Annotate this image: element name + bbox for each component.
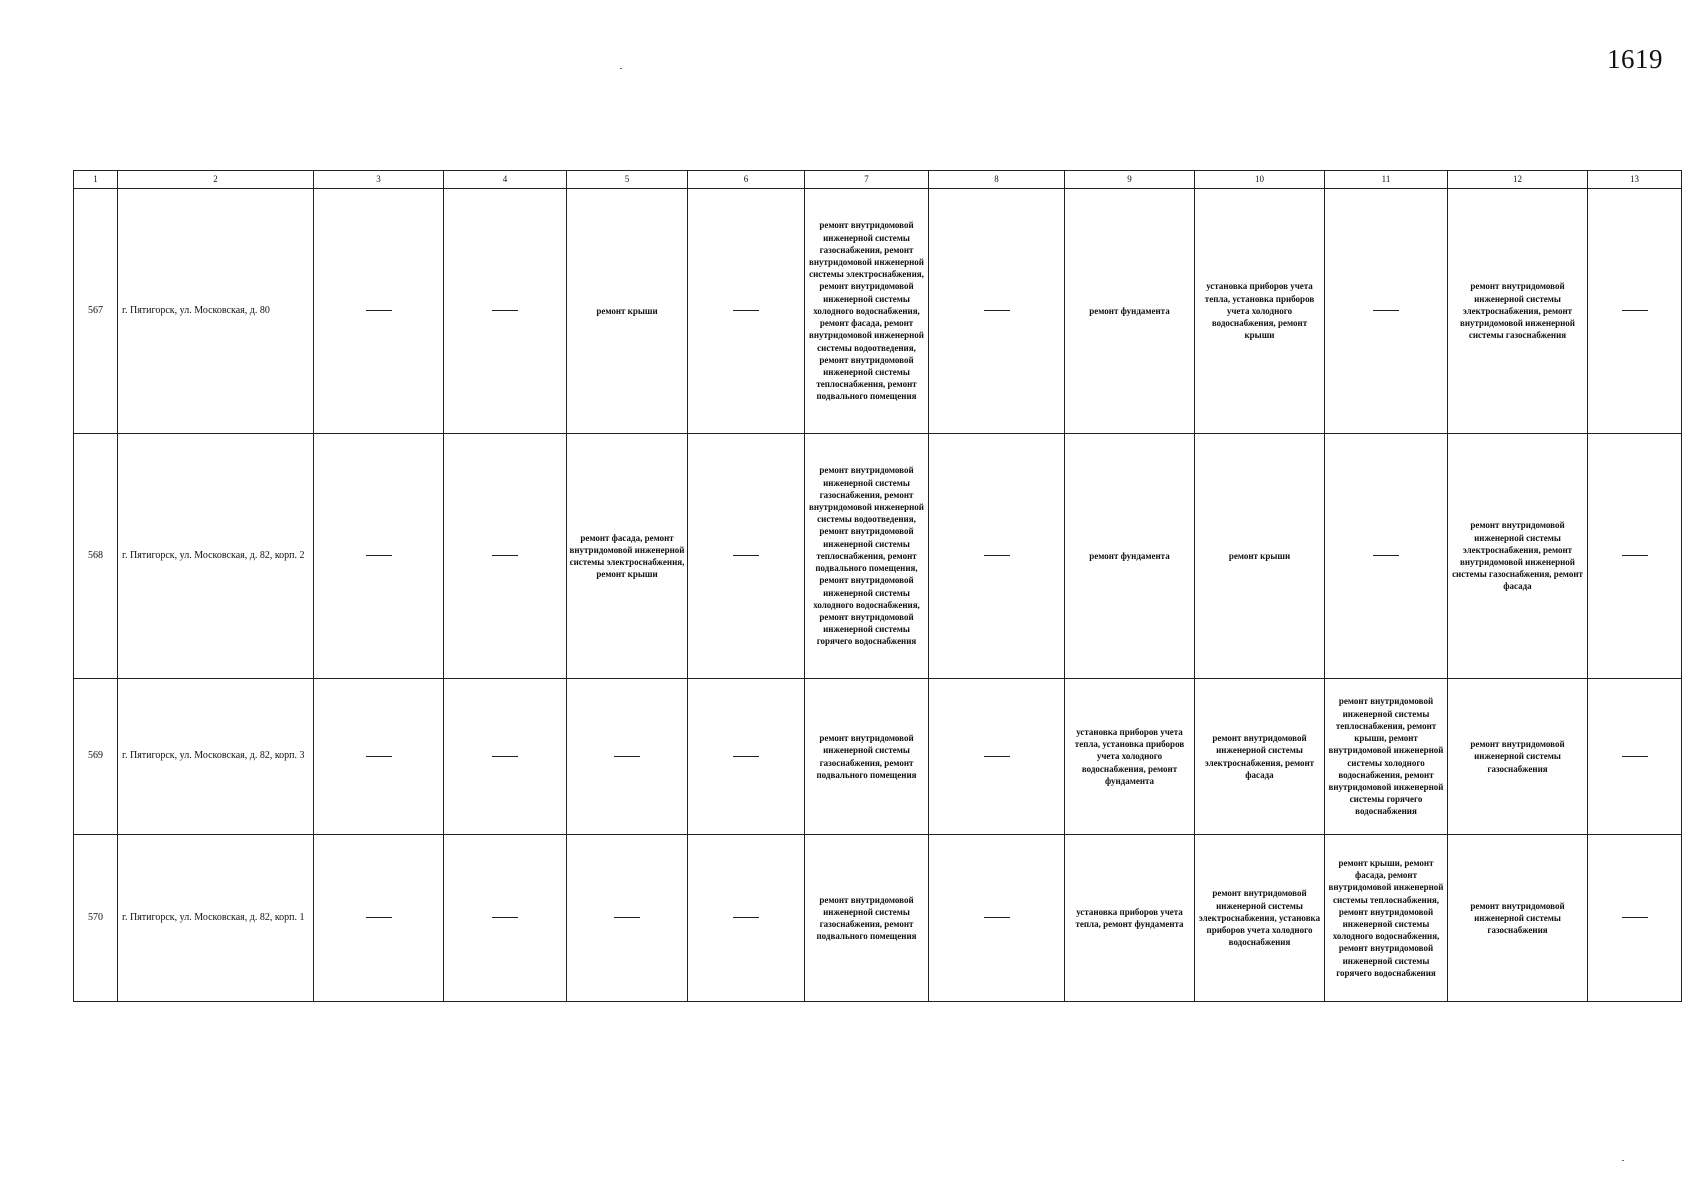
cell-empty <box>929 679 1065 835</box>
cell-empty <box>929 189 1065 434</box>
dash-mark <box>1373 555 1399 556</box>
dash-mark <box>733 756 759 757</box>
cell-work: ремонт фундамента <box>1065 189 1195 434</box>
cell-work: ремонт внутридомовой инженерной системы электроснабжения, установка приборов учета холодного водоснабжения <box>1195 835 1325 1002</box>
table-row <box>74 189 1682 434</box>
row-address: г. Пятигорск, ул. Московская, д. 82, корп. 1 <box>118 835 314 1002</box>
cell-empty <box>444 434 567 679</box>
column-header: 9 <box>1065 171 1195 189</box>
row-number: 570 <box>74 835 118 1002</box>
cell-work: ремонт внутридомовой инженерной системы газоснабжения, ремонт подвального помещения <box>805 835 929 1002</box>
cell-work: ремонт фундамента <box>1065 434 1195 679</box>
cell-work: установка приборов учета тепла, установка приборов учета холодного водоснабжения, ремонт крыши <box>1195 189 1325 434</box>
dash-mark <box>366 310 392 311</box>
dash-mark <box>366 555 392 556</box>
table-row <box>74 434 1682 679</box>
dash-mark <box>1622 310 1648 311</box>
cell-empty <box>444 679 567 835</box>
dash-mark <box>984 310 1010 311</box>
cell-empty <box>314 434 444 679</box>
dash-mark <box>366 756 392 757</box>
dash-mark <box>614 917 640 918</box>
column-header: 3 <box>314 171 444 189</box>
cell-empty <box>314 679 444 835</box>
dash-mark <box>1622 756 1648 757</box>
row-number: 567 <box>74 189 118 434</box>
repair-schedule-table <box>73 170 1682 1002</box>
cell-work: установка приборов учета тепла, установка приборов учета холодного водоснабжения, ремонт фундамента <box>1065 679 1195 835</box>
column-header: 12 <box>1448 171 1588 189</box>
header-row <box>74 171 1682 189</box>
dash-mark <box>984 555 1010 556</box>
cell-work: ремонт внутридомовой инженерной системы газоснабжения, ремонт внутридомовой инженерной системы электроснабжения, ремонт внутридомовой инженерной системы холодного водоснабжения, ремонт фасада, ремонт внутридомовой инженерной системы водоотведения, ремонт внутридомовой инженерной системы теплоснабжения, ремонт подвального помещения <box>805 189 929 434</box>
cell-work: ремонт внутридомовой инженерной системы электроснабжения, ремонт фасада <box>1195 679 1325 835</box>
cell-work: ремонт внутридомовой инженерной системы теплоснабжения, ремонт крыши, ремонт внутридомовой инженерной системы холодного водоснабжения, ремонт внутридомовой инженерной системы горячего водоснабжения <box>1325 679 1448 835</box>
row-number: 569 <box>74 679 118 835</box>
cell-empty <box>567 679 688 835</box>
cell-work: ремонт фасада, ремонт внутридомовой инженерной системы электроснабжения, ремонт крыши <box>567 434 688 679</box>
cell-empty <box>1325 434 1448 679</box>
column-header: 8 <box>929 171 1065 189</box>
cell-empty <box>1588 189 1682 434</box>
row-address: г. Пятигорск, ул. Московская, д. 82, корп. 3 <box>118 679 314 835</box>
scan-speck <box>620 68 622 69</box>
dash-mark <box>366 917 392 918</box>
column-header: 1 <box>74 171 118 189</box>
cell-work: установка приборов учета тепла, ремонт фундамента <box>1065 835 1195 1002</box>
cell-empty <box>929 835 1065 1002</box>
dash-mark <box>733 917 759 918</box>
column-header: 4 <box>444 171 567 189</box>
dash-mark <box>733 310 759 311</box>
column-header: 7 <box>805 171 929 189</box>
cell-empty <box>688 679 805 835</box>
cell-empty <box>1325 189 1448 434</box>
cell-work: ремонт внутридомовой инженерной системы электроснабжения, ремонт внутридомовой инженерной системы газоснабжения, ремонт фасада <box>1448 434 1588 679</box>
dash-mark <box>1622 917 1648 918</box>
dash-mark <box>492 917 518 918</box>
page-number: 1619 <box>1607 44 1663 74</box>
dash-mark <box>492 310 518 311</box>
cell-empty <box>1588 679 1682 835</box>
column-header: 10 <box>1195 171 1325 189</box>
row-number: 568 <box>74 434 118 679</box>
cell-empty <box>929 434 1065 679</box>
dash-mark <box>614 756 640 757</box>
cell-empty <box>1588 434 1682 679</box>
cell-empty <box>444 189 567 434</box>
column-header: 13 <box>1588 171 1682 189</box>
cell-empty <box>444 835 567 1002</box>
dash-mark <box>492 555 518 556</box>
column-header: 6 <box>688 171 805 189</box>
dash-mark <box>984 756 1010 757</box>
cell-work: ремонт внутридомовой инженерной системы электроснабжения, ремонт внутридомовой инженерной системы газоснабжения <box>1448 189 1588 434</box>
cell-work: ремонт внутридомовой инженерной системы газоснабжения, ремонт подвального помещения <box>805 679 929 835</box>
cell-work: ремонт крыши <box>567 189 688 434</box>
cell-empty <box>314 835 444 1002</box>
dash-mark <box>1373 310 1399 311</box>
cell-empty <box>314 189 444 434</box>
cell-empty <box>688 835 805 1002</box>
table-row <box>74 679 1682 835</box>
dash-mark <box>984 917 1010 918</box>
cell-work: ремонт внутридомовой инженерной системы газоснабжения <box>1448 835 1588 1002</box>
cell-empty <box>567 835 688 1002</box>
dash-mark <box>492 756 518 757</box>
cell-work: ремонт внутридомовой инженерной системы газоснабжения <box>1448 679 1588 835</box>
cell-work: ремонт крыши <box>1195 434 1325 679</box>
cell-work: ремонт внутридомовой инженерной системы газоснабжения, ремонт внутридомовой инженерной системы водоотведения, ремонт внутридомовой инженерной системы теплоснабжения, ремонт подвального помещения, ремонт внутридомовой инженерной системы холодного водоснабжения, ремонт внутридомовой инженерной системы горячего водоснабжения <box>805 434 929 679</box>
dash-mark <box>733 555 759 556</box>
cell-work: ремонт крыши, ремонт фасада, ремонт внутридомовой инженерной системы теплоснабжения, ремонт внутридомовой инженерной системы холодного водоснабжения, ремонт внутридомовой инженерной системы горячего водоснабжения <box>1325 835 1448 1002</box>
column-header: 5 <box>567 171 688 189</box>
row-address: г. Пятигорск, ул. Московская, д. 80 <box>118 189 314 434</box>
column-header: 11 <box>1325 171 1448 189</box>
cell-empty <box>1588 835 1682 1002</box>
dash-mark <box>1622 555 1648 556</box>
table-row <box>74 835 1682 1002</box>
cell-empty <box>688 434 805 679</box>
scan-speck <box>1622 1160 1624 1161</box>
cell-empty <box>688 189 805 434</box>
column-header: 2 <box>118 171 314 189</box>
row-address: г. Пятигорск, ул. Московская, д. 82, корп. 2 <box>118 434 314 679</box>
